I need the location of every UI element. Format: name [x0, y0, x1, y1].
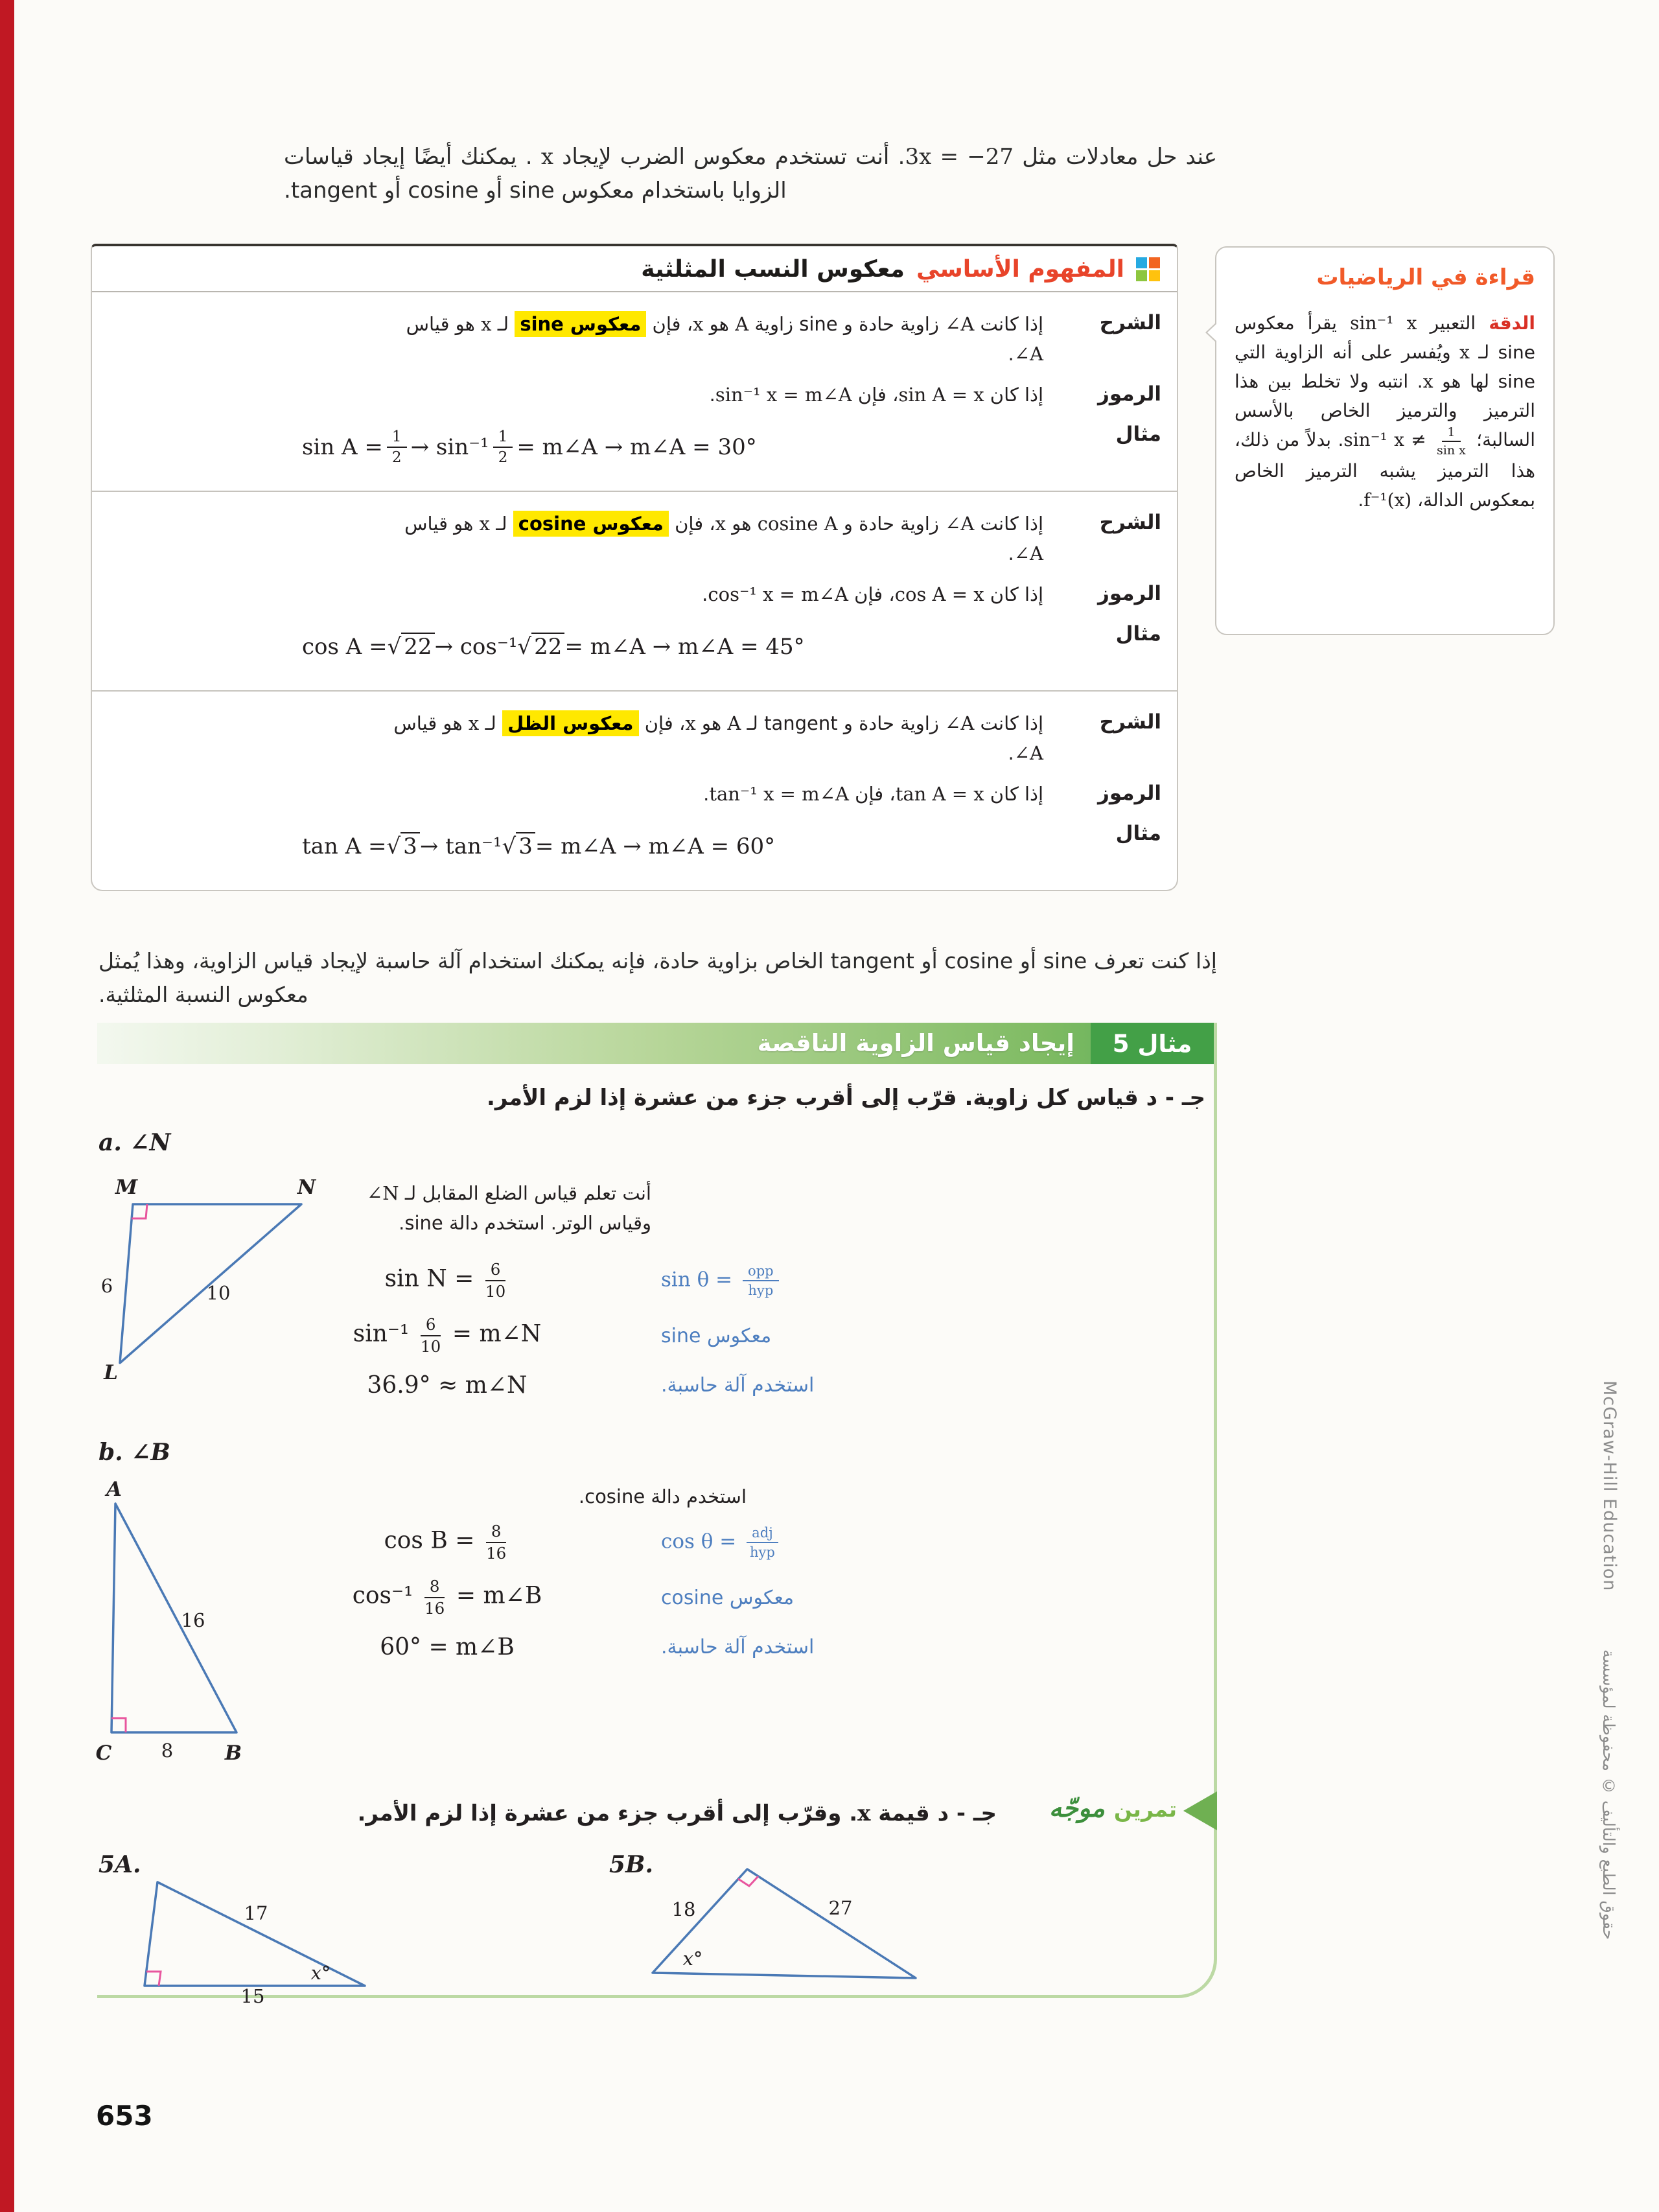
triangle-a-figure [87, 1165, 321, 1382]
words-text [389, 309, 1043, 369]
symbols-label: الرموز [1097, 382, 1161, 406]
unknown-angle-label: x° [682, 1948, 703, 1970]
hypotenuse-label: 10 [206, 1282, 231, 1304]
example5-title: إيجاد قياس الزاوية الناقصة [757, 1029, 1074, 1057]
words-post: لـ x هو قياس ∠A. [393, 712, 1043, 764]
reading-note [1215, 246, 1555, 635]
words-pre: إذا كانت ∠A زاوية حادة و sine زاوية A هو x، فإن [646, 313, 1043, 335]
right-angle-marker [111, 1718, 126, 1732]
key-concept-row-tangent [92, 690, 1177, 890]
key-concept-row-sine [92, 292, 1177, 491]
right-angle-marker [146, 1972, 161, 1986]
highlight-inverse-cosine: معكوس cosine [513, 511, 669, 537]
guided-practice-direction: جـ - د قيمة x. وقرّب إلى أقرب جزء من عشرة إذا لزم الأمر. [357, 1800, 997, 1826]
equation-3: 36.9° ≈ m∠N [367, 1371, 528, 1399]
highlight-inverse-tangent: معكوس الظل [502, 710, 638, 736]
guided-practice-word1: تمرين [1113, 1797, 1177, 1822]
symbols-label: الرموز [1097, 782, 1161, 805]
annotation-1: cos θ = adj hyp [661, 1526, 894, 1559]
part-a-worked-solution [311, 1261, 894, 1399]
triangle-5b-figure [638, 1855, 923, 1992]
key-concept-kicker: المفهوم الأساسي [916, 256, 1124, 283]
reading-note-body [1235, 309, 1535, 515]
words-text [389, 509, 1043, 568]
example-label: مثال [1115, 622, 1161, 646]
right-angle-marker [132, 1204, 147, 1218]
words-label: الشرح [1099, 511, 1161, 534]
words-post: لـ x هو قياس ∠A. [404, 513, 1043, 565]
side-length-label: 18 [671, 1898, 696, 1920]
symbols-label: الرموز [1097, 582, 1161, 605]
part-a-note: أنت تعلم قياس الضلع المقابل لـ ∠N وقياس الوتر. استخدم دالة sine. [366, 1182, 651, 1234]
publisher-credit: McGraw-Hill Education [1599, 1380, 1619, 1592]
example5-header-bar [97, 1023, 1214, 1064]
triangle-5a-figure [126, 1864, 373, 2005]
side-length-label: 27 [828, 1897, 853, 1919]
symbols-text: إذا كان sin A = x، فإن sin⁻¹ x = m∠A. [709, 384, 1043, 406]
triangle-b-outline [111, 1504, 237, 1732]
vertex-label: B [224, 1741, 242, 1765]
part-b-worked-solution [311, 1523, 894, 1660]
annotation-2: معكوس sine [661, 1324, 772, 1347]
words-label: الشرح [1099, 710, 1161, 734]
precision-lead: الدقة [1489, 312, 1535, 334]
page-edge-bar [0, 0, 14, 2212]
intro-paragraph: عند حل معادلات مثل 3x = −27. أنت تستخدم معكوس الضرب لإيجاد x . يمكنك أيضًا إيجاد قياسات الزوايا باستخدام معكوس sine أو cosine أو tangent. [284, 144, 1218, 204]
copyright-text: حقوق الطبع والتأليف © محفوظة لمؤسسة [1599, 1649, 1618, 1940]
vertex-label: C [95, 1741, 112, 1765]
reading-note-text: التعبير sin⁻¹ x يقرأ معكوس sine لـ x ويُفسر على أنه الزاوية التي sine لها هو x. انتبه ولا تخلط بين هذا الترميز والترميز الخاص بالأسس السالبة؛ sin⁻¹ x ≠ $\frac{1}{\text{sin x}}$ . بدلاً من ذلك، هذا الترميز يشبه الترميز الخاص بمعكوس الدالة، f⁻¹(x). [1235, 312, 1536, 511]
words-pre: إذا كانت ∠A زاوية حادة و tangent لـ A هو x، فإن [638, 712, 1043, 734]
equation-1: sin N = $\frac{6}{10}$ [384, 1260, 506, 1301]
page-number: 653 [96, 2100, 153, 2132]
bridge-paragraph: إذا كنت تعرف sine أو cosine أو tangent الخاص بزاوية حادة، فإنه يمكنك استخدام آلة حاسبة لإيجاد قياس الزاوية، وهذا يُمثل معكوس النسبة المثلثية. [99, 948, 1217, 1007]
example-label: مثال [1115, 423, 1161, 446]
words-post: لـ x هو قياس ∠A. [406, 313, 1043, 365]
part-a-label: a. ∠N [99, 1129, 171, 1156]
part-b-label: b. ∠B [99, 1439, 170, 1466]
symbols-text: إذا كان cos A = x، فإن cos⁻¹ x = m∠A. [702, 583, 1043, 605]
unknown-angle-label: x° [310, 1962, 331, 1984]
right-angle-marker [738, 1876, 758, 1886]
guided-practice-arrow-icon [1183, 1791, 1217, 1830]
triangle-5a-outline [145, 1882, 365, 1986]
example-equation: sin A = 1 2 → sin⁻¹ 1 2 = m∠A → m∠A = 30° [302, 428, 757, 466]
key-concept-icon [1136, 257, 1160, 281]
key-concept-row-cosine [92, 491, 1177, 690]
key-concept-header [92, 246, 1177, 292]
vertex-label: N [297, 1176, 316, 1199]
annotation-1: sin θ = opp hyp [661, 1264, 894, 1298]
problem-5b-label: 5B. [609, 1851, 654, 1878]
key-concept-box [91, 244, 1178, 891]
example-label: مثال [1115, 822, 1161, 845]
note-pointer-icon [1205, 322, 1216, 343]
hypotenuse-label: 16 [181, 1609, 205, 1631]
annotation-2: معكوس cosine [661, 1586, 795, 1609]
reading-note-title: قراءة في الرياضيات [1316, 264, 1535, 290]
highlight-inverse-sine: معكوس sine [515, 311, 646, 337]
part-b-note: استخدم دالة cosine. [578, 1485, 747, 1508]
base-length-label: 8 [161, 1740, 174, 1762]
example5-badge: مثال 5 [1091, 1023, 1214, 1064]
problem-5a-label: 5A. [99, 1851, 141, 1878]
symbols-text: إذا كان tan A = x، فإن tan⁻¹ x = m∠A. [703, 783, 1043, 805]
annotation-3: استخدم آلة حاسبة. [661, 1635, 815, 1659]
key-concept-title: معكوس النسب المثلثية [641, 256, 905, 283]
words-pre: إذا كانت ∠A زاوية حادة و cosine A هو x، فإن [668, 513, 1043, 535]
equation-1: cos B = $\frac{8}{16}$ [384, 1522, 507, 1563]
guided-practice-word2: موجّه [1049, 1794, 1105, 1823]
vertex-label: L [104, 1361, 118, 1384]
guided-practice-kicker [1049, 1794, 1177, 1823]
vertex-label: M [115, 1176, 138, 1199]
example5-direction: جـ - د قياس كل زاوية. قرّب إلى أقرب جزء من عشرة إذا لزم الأمر. [486, 1085, 1205, 1111]
equation-2: sin⁻¹ $\frac{6}{10}$ = m∠N [353, 1315, 542, 1356]
example-equation: tan A = √ 3 → tan⁻¹ √ 3 = m∠A → m∠A = 60° [302, 833, 776, 859]
base-length-label: 15 [240, 1985, 265, 2007]
hypotenuse-label: 17 [244, 1902, 268, 1924]
words-label: الشرح [1099, 311, 1161, 334]
example-equation: cos A = √ 22 → cos⁻¹ √ 22 = m∠A → m∠A = 45° [302, 634, 805, 660]
equation-3: 60° = m∠B [380, 1633, 515, 1660]
vertex-label: A [106, 1478, 122, 1501]
triangle-b-figure [91, 1476, 246, 1765]
words-text [389, 708, 1043, 768]
annotation-3: استخدم آلة حاسبة. [661, 1373, 815, 1397]
side-length-label: 6 [100, 1275, 113, 1297]
equation-2: cos⁻¹ $\frac{8}{16}$ = m∠B [352, 1577, 542, 1618]
